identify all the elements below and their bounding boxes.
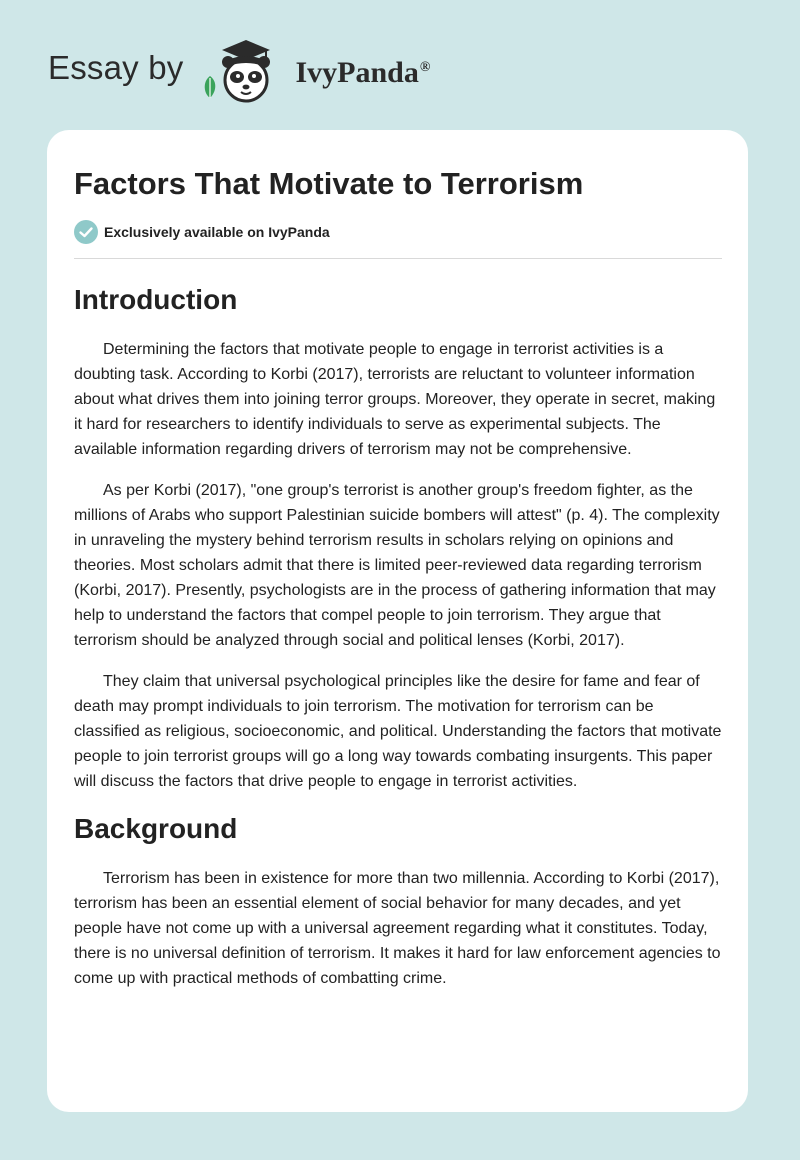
paragraph: As per Korbi (2017), "one group's terrorist is another group's freedom fighter, as the millions of Arabs who support Palestinian suicide bombers will attest" (p. 4). The complexity in unraveling the mystery behind terrorism results in scholars relying on opinions and theories. Most scholars admit that there is limited peer-reviewed data regarding terrorism (Korbi, 2017). Presently, psychologists are in the process of gathering information that may help to understand the factors that compel people to join terrorism. They argue that terrorism should be analyzed through social and political lenses (Korbi, 2017). [74,482,720,649]
section-heading: Background [74,813,238,844]
paragraph: They claim that universal psychological principles like the desire for fame and fear of death may prompt individuals to join terrorism. The motivation for terrorism can be classified as religious, socioeconomic, and political. Understanding the factors that motivate people to join terrorist groups will go a long way towards combating insurgents. This paper will discuss the factors that drive people to engage in terrorist activities. [74,673,722,790]
check-circle-icon [74,220,98,244]
brand-prefix: Essay by [48,49,184,86]
exclusive-badge [74,220,722,259]
section-heading: Introduction [74,284,238,315]
essay-title: Factors That Motivate to Terrorism [74,166,584,201]
registered-mark: ® [419,60,431,75]
brand-header [48,36,430,108]
paragraph: Terrorism has been in existence for more than two millennia. According to Korbi (2017), terrorism has been an essential element of social behavior for many decades, and yet people have not come up with a universal agreement regarding what it constitutes. Today, there is no universal definition of terrorism. It makes it hard for law enforcement agencies to come up with practical methods of combatting crime. [74,870,721,987]
panda-graduate-icon[interactable] [200,36,292,108]
section-background [74,812,722,991]
section-introduction [74,283,722,794]
essay-card [47,130,748,1112]
paragraph: Determining the factors that motivate people to engage in terrorist activities is a doubting task. According to Korbi (2017), terrorists are reluctant to volunteer information about what drives them into joining terror groups. Moreover, they operate in secret, making it hard for researchers to identify individuals to serve as experimental subjects. The available information regarding drivers of terrorism may not be comprehensive. [74,341,716,458]
brand-name[interactable]: IvyPanda® [295,56,431,89]
exclusive-text: Exclusively available on IvyPanda [104,224,330,240]
